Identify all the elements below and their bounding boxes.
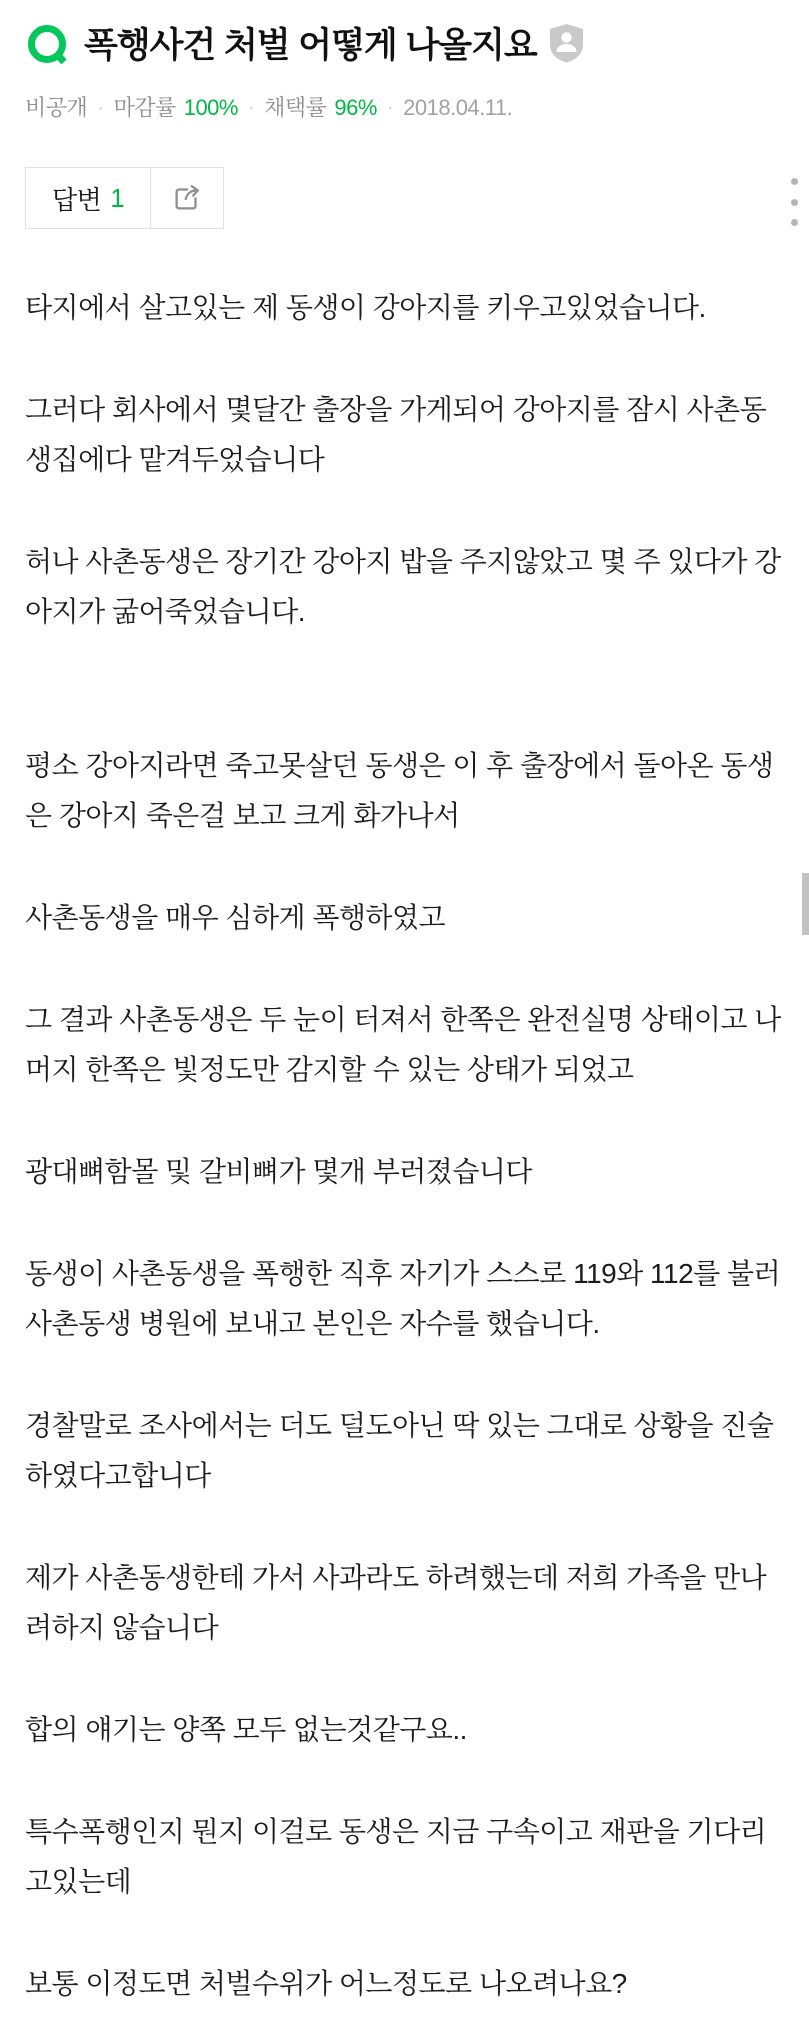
kebab-dot (791, 178, 798, 185)
share-button[interactable] (151, 168, 223, 228)
question-paragraph: 동생이 사촌동생을 폭행한 직후 자기가 스스로 119와 112를 불러 사촌동생 병원에 보내고 본인은 자수를 했습니다. (25, 1258, 781, 1339)
scrollbar-thumb[interactable] (802, 873, 809, 935)
question-header (0, 0, 809, 229)
share-icon (170, 181, 204, 215)
meta-separator: · (386, 97, 394, 119)
answer-button-label: 답변 (52, 184, 102, 215)
adopt-rate-value: 96% (334, 95, 377, 120)
meta-separator: · (247, 97, 255, 119)
close-rate-value: 100% (183, 95, 238, 120)
question-paragraph: 합의 얘기는 양쪽 모두 없는것같구요.. (25, 1714, 467, 1745)
question-paragraph: 광대뼈함몰 및 갈비뼈가 몇개 부러졌습니다 (25, 1156, 532, 1187)
actions-row (25, 167, 784, 229)
question-paragraph: 특수폭행인지 뭔지 이걸로 동생은 지금 구속이고 재판을 기다리고있는데 (25, 1816, 767, 1897)
answer-count: 1 (110, 182, 125, 213)
answer-count-button[interactable] (26, 168, 151, 228)
question-paragraph: 경찰말로 조사에서는 더도 덜도아닌 딱 있는 그대로 상황을 진술 하였다고합니다 (25, 1410, 774, 1491)
question-paragraph: 사촌동생을 매우 심하게 폭행하였고 (25, 902, 446, 933)
question-paragraph: 평소 강아지라면 죽고못살던 동생은 이 후 출장에서 돌아온 동생은 강아지 죽은걸 보고 크게 화가나서 (25, 750, 774, 831)
kebab-dot (791, 219, 798, 226)
question-date: 2018.04.11. (403, 95, 513, 120)
title-row (25, 23, 784, 69)
visibility-label: 비공개 (25, 95, 88, 120)
question-meta (25, 95, 784, 121)
question-paragraph: 보통 이정도면 처벌수위가 어느정도로 나오려나요? (25, 1968, 627, 1999)
question-paragraph: 타지에서 살고있는 제 동생이 강아지를 키우고있었습니다. (25, 292, 706, 323)
adopt-rate-label: 채택률 (264, 95, 327, 120)
answer-button-group (25, 167, 224, 229)
close-rate (113, 95, 238, 121)
meta-separator: · (97, 97, 104, 119)
more-options-button[interactable] (783, 176, 805, 228)
question-title: 폭행사건 처벌 어떻게 나올지요 (84, 26, 537, 65)
kebab-dot (791, 199, 798, 206)
private-profile-shield-icon (548, 23, 585, 63)
question-paragraph: 그러다 회사에서 몇달간 출장을 가게되어 강아지를 잠시 사촌동생집에다 맡겨두었습니다 (25, 394, 767, 475)
q-mark-icon (25, 23, 71, 69)
question-body (0, 283, 809, 2009)
question-paragraph: 허나 사촌동생은 장기간 강아지 밥을 주지않았고 몇 주 있다가 강아지가 굶어죽었습니다. (25, 546, 781, 627)
question-paragraph: 제가 사촌동생한테 가서 사과라도 하려했는데 저희 가족을 만나려하지 않습니다 (25, 1562, 767, 1643)
adopt-rate (264, 95, 377, 121)
close-rate-label: 마감률 (113, 95, 176, 120)
question-paragraph: 그 결과 사촌동생은 두 눈이 터져서 한쪽은 완전실명 상태이고 나머지 한쪽은 빛정도만 감지할 수 있는 상태가 되었고 (25, 1004, 781, 1085)
